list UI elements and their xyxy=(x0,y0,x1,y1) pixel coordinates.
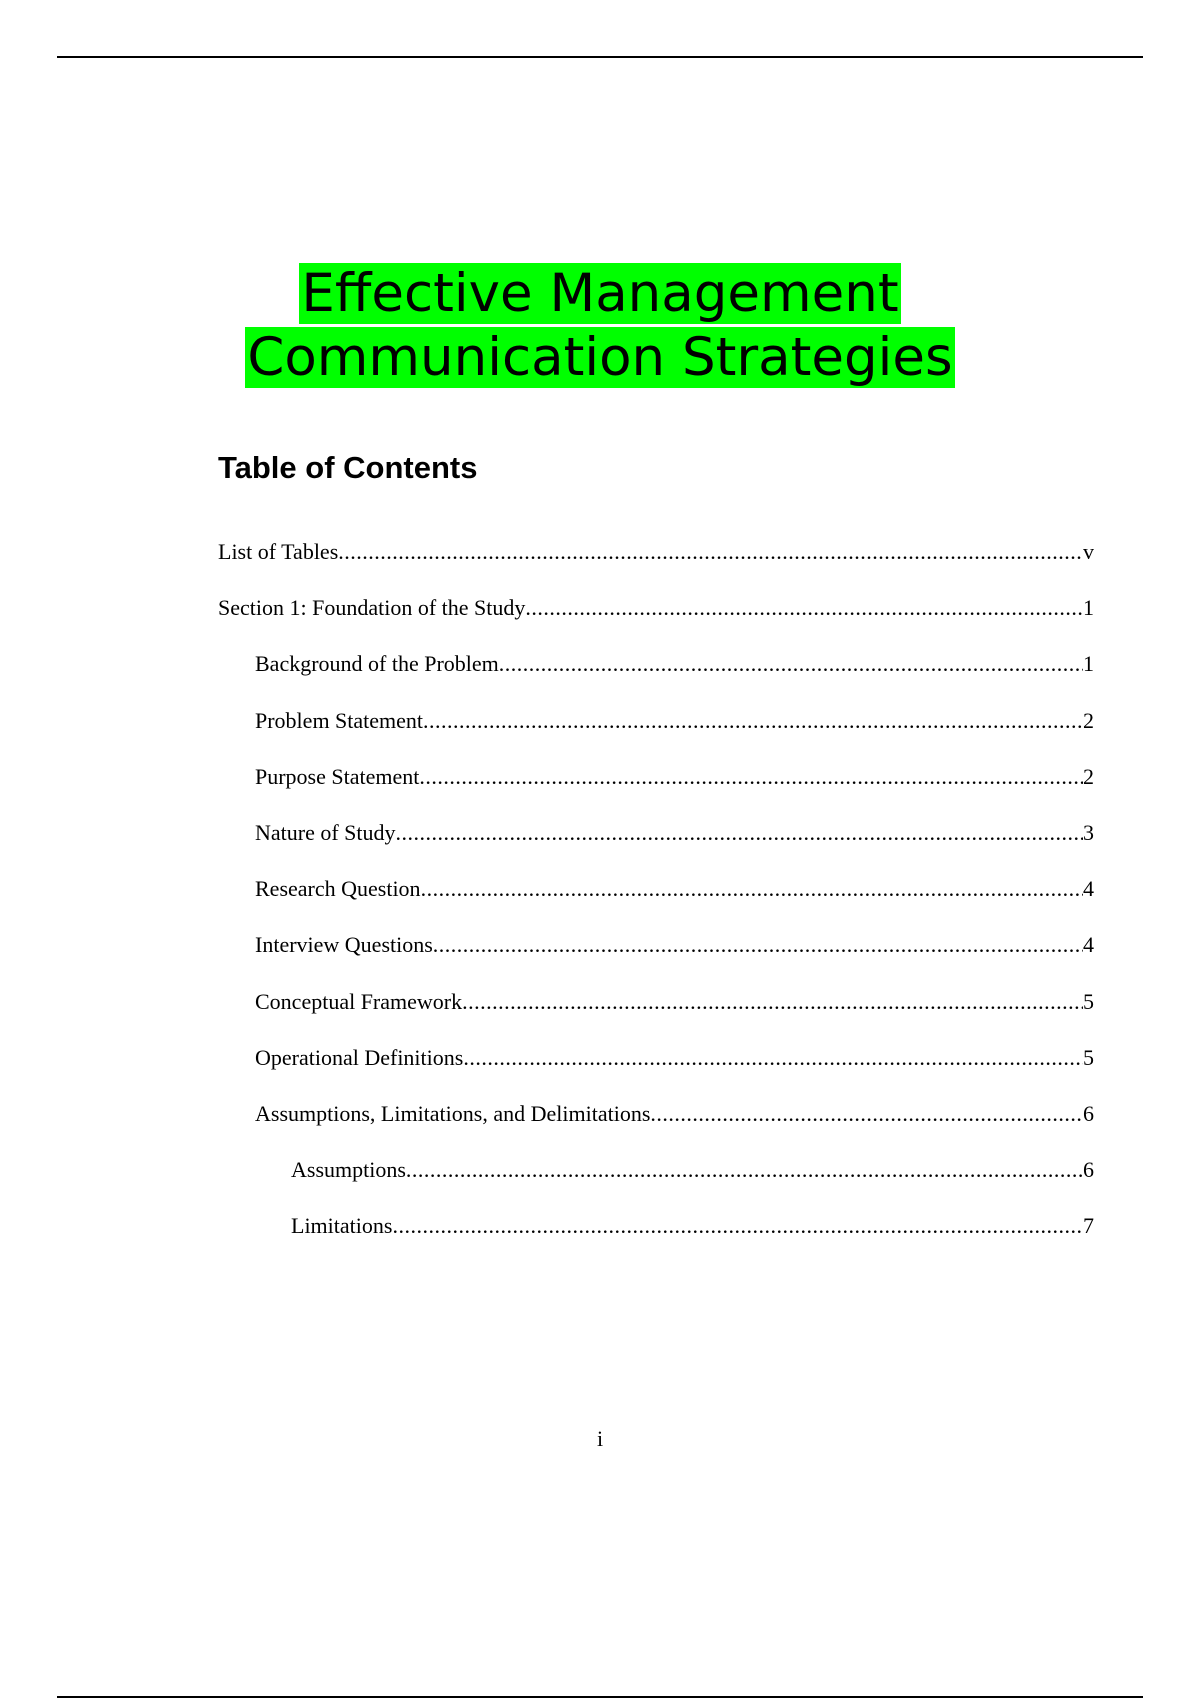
toc-entry-label: Interview Questions xyxy=(255,932,433,958)
toc-dot-leader xyxy=(419,758,1083,796)
toc-dot-leader xyxy=(499,645,1083,683)
toc-dot-leader xyxy=(423,702,1083,740)
toc-entry-label: Conceptual Framework xyxy=(255,988,463,1014)
toc-entry[interactable] xyxy=(218,758,1094,814)
toc-heading: Table of Contents xyxy=(218,450,478,485)
toc-dot-leader xyxy=(338,533,1083,571)
toc-entry-label: Section 1: Foundation of the Study xyxy=(218,595,526,621)
toc-entry-page: v xyxy=(1083,539,1094,564)
top-rule xyxy=(57,56,1143,58)
toc-entry-page: 2 xyxy=(1083,763,1094,789)
toc-entry-page: 1 xyxy=(1083,595,1094,621)
toc-dot-leader xyxy=(463,1039,1083,1077)
toc-entry[interactable] xyxy=(218,814,1094,870)
toc-entry-page: 4 xyxy=(1083,932,1094,958)
toc-dot-leader xyxy=(525,589,1083,627)
toc-entry-page: 6 xyxy=(1083,1157,1094,1183)
toc-entry[interactable] xyxy=(218,1095,1094,1151)
toc-dot-leader xyxy=(462,983,1083,1021)
toc-entry-label: Background of the Problem xyxy=(255,651,499,677)
toc-entry-page: 3 xyxy=(1083,819,1094,845)
toc-entry-label: List of Tables xyxy=(218,539,339,564)
toc-entry-page: 5 xyxy=(1083,1044,1094,1070)
toc-dot-leader xyxy=(392,1207,1083,1245)
toc-entry-page: 7 xyxy=(1083,1213,1094,1239)
toc-entry-page: 6 xyxy=(1083,1100,1094,1126)
bottom-rule xyxy=(57,1696,1143,1698)
toc-entry[interactable] xyxy=(218,870,1094,926)
table-of-contents xyxy=(218,533,1094,1263)
toc-entry[interactable] xyxy=(218,702,1094,758)
title-line-2: Communication Strategies xyxy=(247,327,953,388)
toc-entry[interactable] xyxy=(218,983,1094,1039)
title-line-1: Effective Management xyxy=(301,263,899,324)
toc-dot-leader xyxy=(433,926,1083,964)
toc-entry-label: Assumptions xyxy=(291,1157,406,1183)
toc-entry-page: 5 xyxy=(1083,988,1094,1014)
toc-dot-leader xyxy=(406,1151,1083,1189)
toc-entry-label: Problem Statement xyxy=(255,707,424,733)
toc-entry-label: Research Question xyxy=(255,876,421,902)
toc-entry-label: Assumptions, Limitations, and Delimitations xyxy=(255,1100,651,1126)
toc-entry[interactable] xyxy=(218,1207,1094,1263)
toc-entry[interactable] xyxy=(218,589,1094,645)
toc-entry[interactable] xyxy=(218,926,1094,982)
toc-entry[interactable] xyxy=(218,645,1094,701)
toc-entry-label: Limitations xyxy=(291,1213,393,1239)
toc-entry[interactable] xyxy=(218,1039,1094,1095)
toc-entry[interactable] xyxy=(218,533,1094,589)
page-number: i xyxy=(596,1426,604,1451)
toc-entry-label: Operational Definitions xyxy=(255,1044,464,1070)
toc-dot-leader xyxy=(396,814,1083,852)
toc-entry-page: 2 xyxy=(1083,707,1094,733)
toc-entry-page: 4 xyxy=(1083,876,1094,902)
toc-dot-leader xyxy=(650,1095,1083,1133)
toc-entry-page: 1 xyxy=(1083,651,1094,677)
toc-dot-leader xyxy=(421,870,1083,908)
toc-entry-label: Purpose Statement xyxy=(255,763,420,789)
toc-entry-label: Nature of Study xyxy=(255,819,396,845)
toc-entry[interactable] xyxy=(218,1151,1094,1207)
document-title xyxy=(0,262,1200,390)
